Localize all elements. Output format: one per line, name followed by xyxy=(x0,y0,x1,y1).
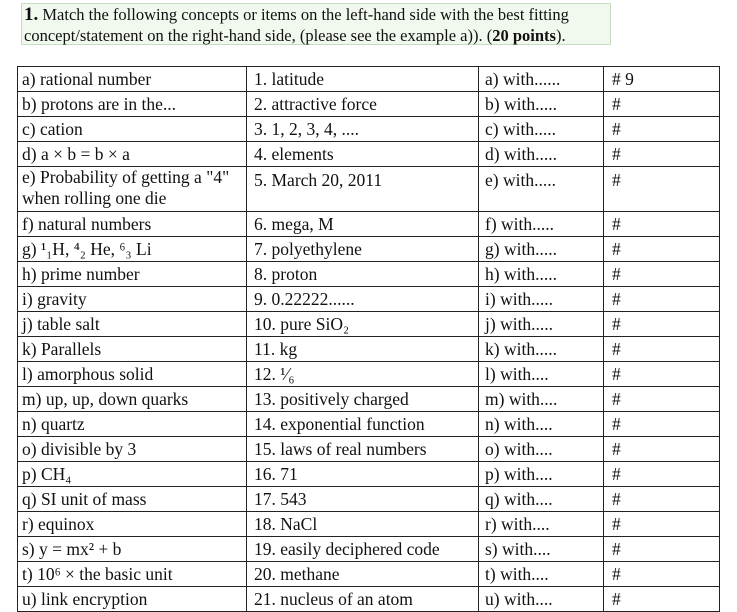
with-cell: i) with..... xyxy=(479,287,604,312)
table-row xyxy=(18,337,720,362)
statement-cell: 7. polyethylene xyxy=(247,237,479,262)
concept-cell: q) SI unit of mass xyxy=(18,487,247,512)
table-row xyxy=(18,537,720,562)
answer-cell[interactable]: # xyxy=(604,167,720,212)
answer-cell[interactable]: # xyxy=(604,587,720,612)
table-row xyxy=(18,67,720,92)
answer-cell[interactable]: # xyxy=(604,562,720,587)
statement-cell: 4. elements xyxy=(247,142,479,167)
answer-cell[interactable]: # xyxy=(604,117,720,142)
with-cell: c) with..... xyxy=(479,117,604,142)
concept-cell: g) ¹₁H, ⁴₂ He, ⁶₃ Li xyxy=(18,237,247,262)
with-cell: a) with...... xyxy=(479,67,604,92)
with-cell: e) with..... xyxy=(479,167,604,212)
answer-cell[interactable]: # xyxy=(604,287,720,312)
matching-table xyxy=(17,66,720,612)
statement-cell: 19. easily deciphered code xyxy=(247,537,479,562)
with-cell: q) with.... xyxy=(479,487,604,512)
table-row xyxy=(18,437,720,462)
table-row xyxy=(18,412,720,437)
answer-cell[interactable]: # 9 xyxy=(604,67,720,92)
with-cell: k) with..... xyxy=(479,337,604,362)
concept-cell: r) equinox xyxy=(18,512,247,537)
statement-cell: 18. NaCl xyxy=(247,512,479,537)
table-row xyxy=(18,92,720,117)
with-cell: s) with.... xyxy=(479,537,604,562)
with-cell: r) with.... xyxy=(479,512,604,537)
concept-cell: l) amorphous solid xyxy=(18,362,247,387)
table-row xyxy=(18,487,720,512)
with-cell: u) with.... xyxy=(479,587,604,612)
concept-cell: e) Probability of getting a "4" when rolling one die xyxy=(18,167,247,212)
table-row xyxy=(18,262,720,287)
statement-cell: 16. 71 xyxy=(247,462,479,487)
table-row xyxy=(18,587,720,612)
with-cell: h) with..... xyxy=(479,262,604,287)
statement-cell: 14. exponential function xyxy=(247,412,479,437)
table-row xyxy=(18,312,720,337)
table-row xyxy=(18,462,720,487)
concept-cell: t) 10⁶ × the basic unit xyxy=(18,562,247,587)
concept-cell: m) up, up, down quarks xyxy=(18,387,247,412)
with-cell: t) with.... xyxy=(479,562,604,587)
concept-cell: d) a × b = b × a xyxy=(18,142,247,167)
with-cell: l) with.... xyxy=(479,362,604,387)
table-row xyxy=(18,142,720,167)
table-row xyxy=(18,212,720,237)
with-cell: n) with.... xyxy=(479,412,604,437)
concept-cell: n) quartz xyxy=(18,412,247,437)
with-cell: b) with..... xyxy=(479,92,604,117)
question-header xyxy=(24,4,614,46)
concept-cell: u) link encryption xyxy=(18,587,247,612)
answer-cell[interactable]: # xyxy=(604,237,720,262)
concept-cell: f) natural numbers xyxy=(18,212,247,237)
with-cell: g) with..... xyxy=(479,237,604,262)
table-row xyxy=(18,562,720,587)
question-instructions: Match the following concepts or items on the left-hand side with the best fitting concept/statement on the right-hand side, (please see the example a)). ( xyxy=(24,5,569,45)
statement-cell: 20. methane xyxy=(247,562,479,587)
concept-cell: a) rational number xyxy=(18,67,247,92)
statement-cell: 9. 0.22222...... xyxy=(247,287,479,312)
statement-cell: 1. latitude xyxy=(247,67,479,92)
statement-cell: 8. proton xyxy=(247,262,479,287)
concept-cell: s) y = mx² + b xyxy=(18,537,247,562)
table-row xyxy=(18,387,720,412)
answer-cell[interactable]: # xyxy=(604,362,720,387)
answer-cell[interactable]: # xyxy=(604,337,720,362)
concept-cell: p) CH₄ xyxy=(18,462,247,487)
answer-cell[interactable]: # xyxy=(604,262,720,287)
statement-cell: 13. positively charged xyxy=(247,387,479,412)
concept-cell: h) prime number xyxy=(18,262,247,287)
concept-cell: j) table salt xyxy=(18,312,247,337)
statement-cell: 12. ¹⁄₆ xyxy=(247,362,479,387)
with-cell: p) with.... xyxy=(479,462,604,487)
answer-cell[interactable]: # xyxy=(604,412,720,437)
statement-cell: 15. laws of real numbers xyxy=(247,437,479,462)
statement-cell: 5. March 20, 2011 xyxy=(247,167,479,212)
table-row xyxy=(18,512,720,537)
question-instructions-tail: ). xyxy=(555,26,566,45)
answer-cell[interactable]: # xyxy=(604,437,720,462)
with-cell: o) with.... xyxy=(479,437,604,462)
answer-cell[interactable]: # xyxy=(604,537,720,562)
answer-cell[interactable]: # xyxy=(604,142,720,167)
answer-cell[interactable]: # xyxy=(604,387,720,412)
answer-cell[interactable]: # xyxy=(604,487,720,512)
statement-cell: 2. attractive force xyxy=(247,92,479,117)
answer-cell[interactable]: # xyxy=(604,92,720,117)
table-row xyxy=(18,287,720,312)
statement-cell: 21. nucleus of an atom xyxy=(247,587,479,612)
concept-cell: i) gravity xyxy=(18,287,247,312)
question-points: 20 points xyxy=(492,26,556,45)
table-row xyxy=(18,167,720,212)
answer-cell[interactable]: # xyxy=(604,312,720,337)
statement-cell: 3. 1, 2, 3, 4, .... xyxy=(247,117,479,142)
with-cell: d) with..... xyxy=(479,142,604,167)
concept-cell: c) cation xyxy=(18,117,247,142)
answer-cell[interactable]: # xyxy=(604,212,720,237)
answer-cell[interactable]: # xyxy=(604,462,720,487)
statement-cell: 6. mega, M xyxy=(247,212,479,237)
question-number: 1. xyxy=(24,4,39,25)
answer-cell[interactable]: # xyxy=(604,512,720,537)
statement-cell: 17. 543 xyxy=(247,487,479,512)
concept-cell: o) divisible by 3 xyxy=(18,437,247,462)
with-cell: f) with..... xyxy=(479,212,604,237)
table-row xyxy=(18,237,720,262)
with-cell: m) with.... xyxy=(479,387,604,412)
statement-cell: 11. kg xyxy=(247,337,479,362)
table-row xyxy=(18,362,720,387)
concept-cell: b) protons are in the... xyxy=(18,92,247,117)
matching-table-body xyxy=(18,67,720,612)
statement-cell: 10. pure SiO₂ xyxy=(247,312,479,337)
table-row xyxy=(18,117,720,142)
with-cell: j) with..... xyxy=(479,312,604,337)
concept-cell: k) Parallels xyxy=(18,337,247,362)
